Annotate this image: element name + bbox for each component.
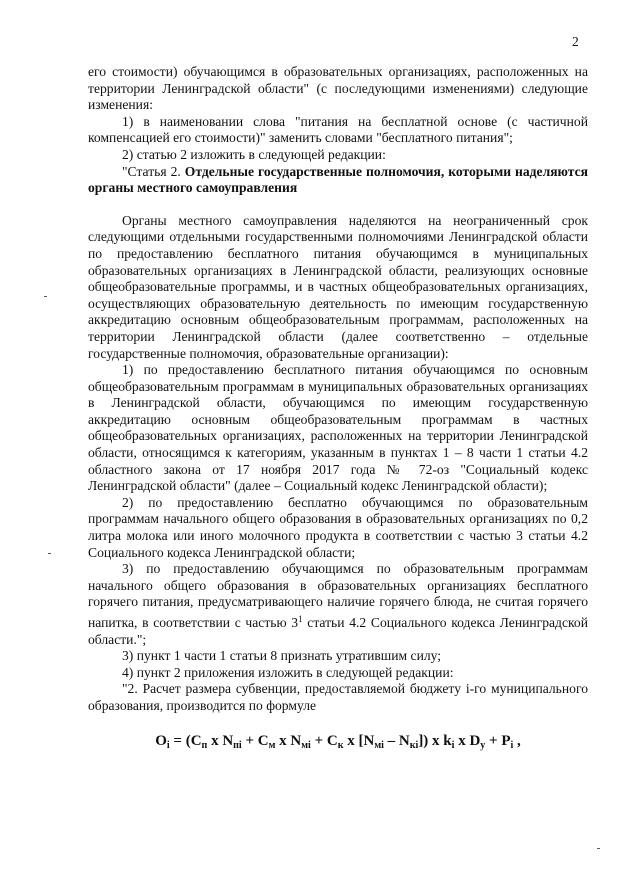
article-heading [88,164,588,197]
paragraph-calculation: "2. Расчет размера субвенции, предоставляемой бюджету i-го муниципального образования, производится по формуле [88,681,588,713]
document-body [88,64,588,756]
page-number: 2 [572,34,579,49]
paragraph-item-1: 1) в наименовании слова "питания на бесплатной основе (с частичной компенсацией его стоимости)" заменить словами "бесплатного питания"; [88,113,588,146]
paragraph-power-1: 1) по предоставлению бесплатного питания обучающимся по основным общеобразовательным программам в муниципальных образовательных организациях в Ленинградской области, обучающимся по имеющим государственную аккредитацию основным общеобразовательным программам в частных общеобразовательных организациях, расположенных на территории Ленинградской области, относящимся к категориям, указанным в пунктах 1 – 8 части 1 статьи 4.2 областного закона от 17 ноября 2017 года № 72-оз "Социальный кодекс Ленинградской области" (далее – Социальный кодекс Ленинградской области); [88,362,588,494]
article-prefix: "Статья 2. [122,163,181,179]
formula: $O_i = (C_п$ x $N_{пi} + C_м$ x $N_{мi} + C_к$ x $[N_{мi} - N_{кi}]$) x $k_i$ x $D_y + P_i$ , [155,732,521,751]
paragraph-item-3: 3) пункт 1 части 1 статьи 8 признать утратившим силу; [122,648,442,664]
scan-mark [48,553,51,554]
superscript: 1 [298,614,303,624]
power-3-text: 3) по предоставлению обучающимся по образовательным программам начального общего образования в образовательных организациях бесплатного горячего питания, предусматривающего наличие горячего блюда, не считая горячего напитка, в соответствии с частью 3 [88,561,588,630]
power-3-text-end: статьи 4.2 Социального кодекса Ленинградской области."; [88,615,588,647]
paragraph-item-2: 2) статью 2 изложить в следующей редакции: [122,146,386,162]
blank-line [88,197,588,213]
paragraph-powers: Органы местного самоуправления наделяются на неограниченный срок следующими отдельными государственными полномочиями Ленинградской области по предоставлению бесплатного питания обучающимся в муниципальных образовательных организациях в Ленинградской области, реализующих основные общеобразовательные программы, и в частных общеобразовательных организациях, осуществляющих образовательную деятельность по имеющим государственную аккредитацию основным общеобразовательным программам, расположенных на территории Ленинградской области (далее соответственно – отдельные государственные полномочия, образовательные организации): [88,212,588,361]
paragraph-power-2: 2) по предоставлению бесплатно обучающимся по образовательным программам начального общего образования в образовательных организациях по 0,2 литра молока или иного молочного продукта в соответствии с частью 3 статьи 4.2 Социального кодекса Ленинградской области; [88,494,588,560]
article-title: Отдельные государственные полномочия, которыми наделяются органы местного самоуправления [88,163,588,196]
paragraph-item-4: 4) пункт 2 приложения изложить в следующей редакции: [122,664,454,680]
paragraph-power-3 [88,561,588,648]
paragraph-intro: его стоимости) обучающимся в образовательных организациях, расположенных на территории Ленинградской области" (с последующими изменениями) следующие изменения: [88,64,588,113]
scan-mark [597,848,600,849]
scan-mark [44,296,47,297]
